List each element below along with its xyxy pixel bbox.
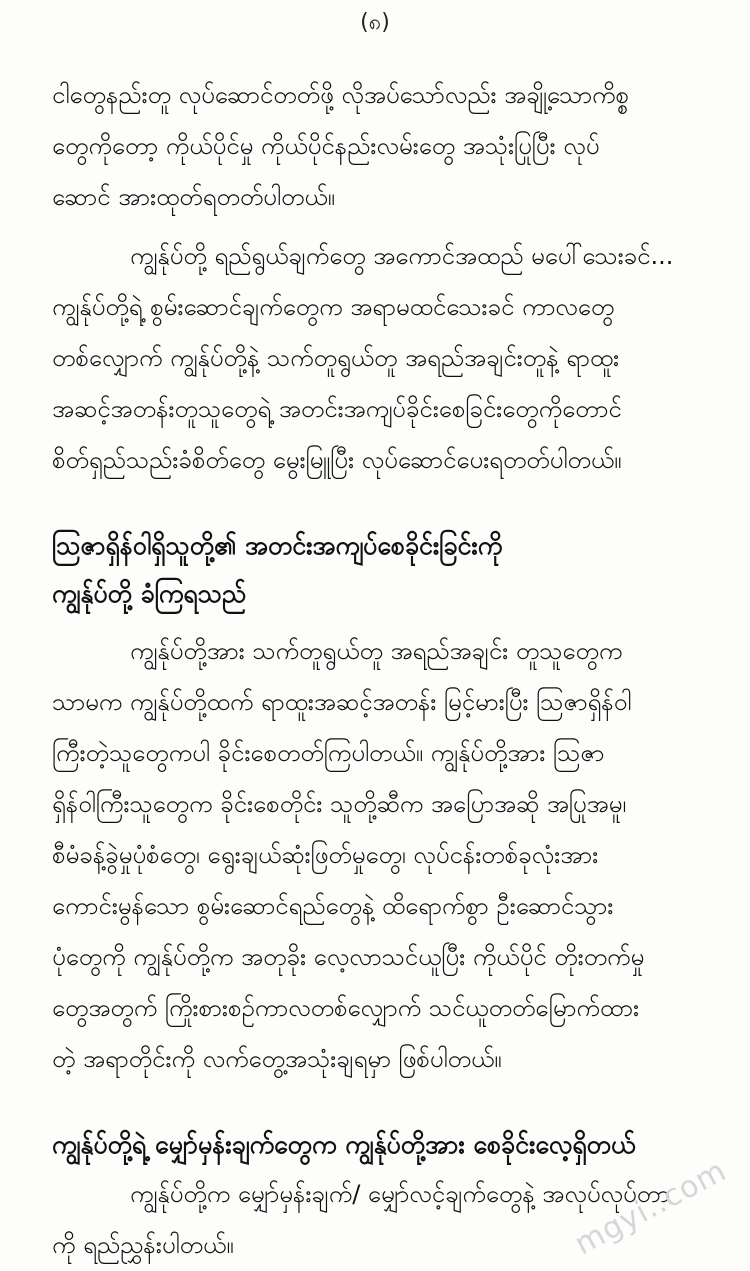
paragraph-line: ကျွန်ုပ်တို့ ရည်ရွယ်ချက်တွေ အကောင်အထည် မပေါ်သေးခင်... bbox=[130, 242, 674, 270]
paragraph-line: ကျွန်ုပ်တို့ရဲ့ စွမ်းဆောင်ချက်တွေက အရာမထင်သေးခင် ကာလတွေ bbox=[52, 293, 615, 321]
paragraph-line: ငါတွေနည်းတူ လုပ်ဆောင်တတ်ဖို့ လိုအပ်သော်လည်း အချို့သောကိစ္စ bbox=[52, 81, 630, 109]
paragraph-1 bbox=[52, 70, 722, 223]
page-number: (၈) bbox=[360, 10, 390, 35]
paragraph-line: သာမက ကျွန်ုပ်တို့ထက် ရာထူးအဆင့်အတန်း မြင့်မားပြီး သြဇာရှိန်ဝါ bbox=[52, 688, 632, 716]
paragraph-line: စိတ်ရှည်သည်းခံစိတ်တွေ မွေးမြူပြီး လုပ်ဆောင်ပေးရတတ်ပါတယ်။ bbox=[52, 446, 622, 474]
paragraph-2 bbox=[52, 231, 722, 486]
section-heading-1 bbox=[52, 522, 722, 618]
page-content bbox=[52, 70, 722, 1271]
paragraph-line: ကြီးတဲ့သူတွေကပါ ခိုင်းစေတတ်ကြပါတယ်။ ကျွန်ုပ်တို့အား သြဇာ bbox=[52, 739, 605, 767]
heading-line: ကျွန်ုပ်တို့ ခံကြရသည် bbox=[52, 579, 247, 608]
paragraph-3 bbox=[52, 626, 722, 1085]
paragraph-line: တစ်လျှောက် ကျွန်ုပ်တို့နဲ့ သက်တူရွယ်တူ အရည်အချင်းတူနဲ့ ရာထူး bbox=[52, 344, 620, 372]
watermark-text: mgyi..com bbox=[568, 1153, 732, 1263]
paragraph-line: ဆောင် အားထုတ်ရတတ်ပါတယ်။ bbox=[52, 183, 335, 211]
paragraph-line: အဆင့်အတန်းတူသူတွေရဲ့ အတင်းအကျပ်ခိုင်းစေခြင်းတွေကိုတောင် bbox=[52, 395, 622, 423]
paragraph-line: စီမံခန့်ခွဲမှုပုံစံတွေ၊ ရွေးချယ်ဆုံးဖြတ်မှုတွေ၊ လုပ်ငန်းတစ်ခုလုံးအား bbox=[52, 841, 599, 869]
paragraph-line: ကို ရည်ညွှန်းပါတယ်။ bbox=[52, 1231, 234, 1259]
paragraph-line: တွေကိုတော့ ကိုယ်ပိုင်မှု ကိုယ်ပိုင်နည်းလမ်းတွေ အသုံးပြုပြီး လုပ် bbox=[52, 132, 600, 160]
paragraph-line: တွေအတွက် ကြိုးစားစဉ်ကာလတစ်လျှောက် သင်ယူတတ်မြောက်ထား bbox=[52, 994, 640, 1022]
heading-line: သြဇာရှိန်ဝါရှိသူတို့၏ အတင်းအကျပ်စေခိုင်းခြင်းကို bbox=[52, 531, 503, 560]
paragraph-line: ကျွန်ုပ်တို့အား သက်တူရွယ်တူ အရည်အချင်း တူသူတွေက bbox=[130, 637, 623, 665]
paragraph-line: ပုံတွေကို ကျွန်ုပ်တို့က အတုခိုး လေ့လာသင်ယူပြီး ကိုယ်ပိုင် တိုးတက်မှု bbox=[52, 943, 645, 971]
paragraph-line: တဲ့ အရာတိုင်းကို လက်တွေ့အသုံးချရမှာ ဖြစ်ပါတယ်။ bbox=[52, 1045, 502, 1073]
heading-line: ကျွန်ုပ်တို့ရဲ့ မျှော်မှန်းချက်တွေက ကျွန်ုပ်တို့အား စေခိုင်းလေ့ရှိတယ် bbox=[52, 1130, 636, 1159]
paragraph-line: ရှိန်ဝါကြီးသူတွေက ခိုင်းစေတိုင်း သူတို့ဆီက အပြောအဆို အပြုအမူ၊ bbox=[52, 790, 627, 818]
paragraph-line: ကျွန်ုပ်တို့က မျှော်မှန်းချက်/ မျှော်လင့်ချက်တွေနဲ့ အလုပ်လုပ်တာ bbox=[130, 1180, 670, 1208]
paragraph-line: ကောင်းမွန်သော စွမ်းဆောင်ရည်တွေနဲ့ ထိရောက်စွာ ဦးဆောင်သွား bbox=[52, 892, 614, 920]
section-heading-2 bbox=[52, 1121, 722, 1169]
